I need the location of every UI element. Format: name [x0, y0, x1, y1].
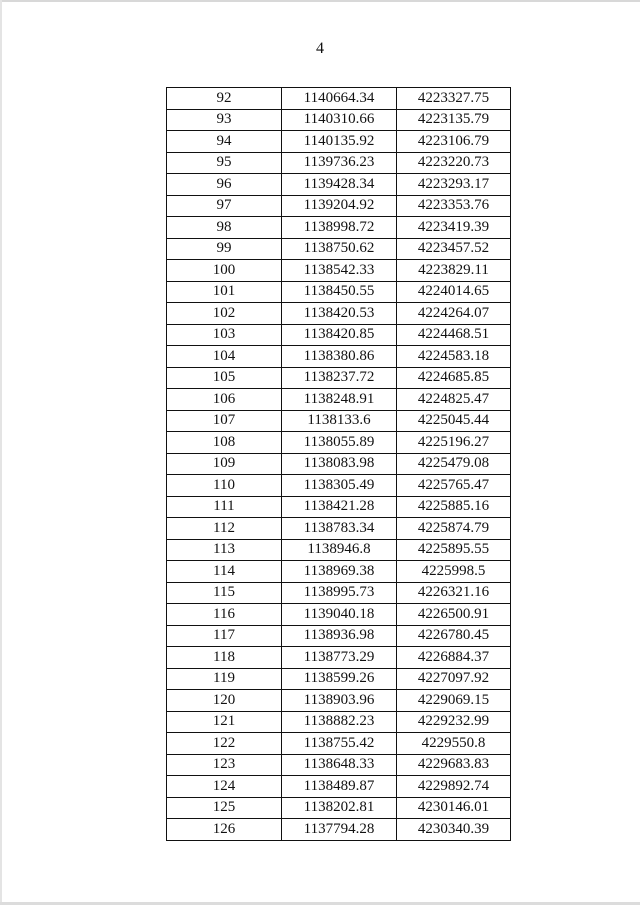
- table-row: [167, 733, 511, 755]
- point-number-cell: 121: [167, 711, 282, 733]
- point-number-cell: 94: [167, 131, 282, 153]
- point-number-cell: 92: [167, 88, 282, 110]
- table-row: [167, 324, 511, 346]
- y-coordinate-cell: 4224014.65: [397, 281, 511, 303]
- point-number-cell: 109: [167, 453, 282, 475]
- point-number-cell: 125: [167, 797, 282, 819]
- y-coordinate-cell: 4225895.55: [397, 539, 511, 561]
- y-coordinate-cell: 4224685.85: [397, 367, 511, 389]
- x-coordinate-cell: 1138903.96: [282, 690, 397, 712]
- table-row: [167, 475, 511, 497]
- y-coordinate-cell: 4224825.47: [397, 389, 511, 411]
- table-row: [167, 217, 511, 239]
- x-coordinate-cell: 1138542.33: [282, 260, 397, 282]
- y-coordinate-cell: 4229550.8: [397, 733, 511, 755]
- y-coordinate-cell: 4226884.37: [397, 647, 511, 669]
- point-number-cell: 113: [167, 539, 282, 561]
- table-row: [167, 174, 511, 196]
- y-coordinate-cell: 4225885.16: [397, 496, 511, 518]
- point-number-cell: 105: [167, 367, 282, 389]
- table-row: [167, 109, 511, 131]
- y-coordinate-cell: 4223220.73: [397, 152, 511, 174]
- point-number-cell: 95: [167, 152, 282, 174]
- table-row: [167, 88, 511, 110]
- table-row: [167, 711, 511, 733]
- x-coordinate-cell: 1138755.42: [282, 733, 397, 755]
- point-number-cell: 123: [167, 754, 282, 776]
- y-coordinate-cell: 4226780.45: [397, 625, 511, 647]
- y-coordinate-cell: 4225998.5: [397, 561, 511, 583]
- y-coordinate-cell: 4223353.76: [397, 195, 511, 217]
- x-coordinate-cell: 1139204.92: [282, 195, 397, 217]
- y-coordinate-cell: 4223106.79: [397, 131, 511, 153]
- table-row: [167, 346, 511, 368]
- table-row: [167, 281, 511, 303]
- table-row: [167, 604, 511, 626]
- point-number-cell: 124: [167, 776, 282, 798]
- x-coordinate-cell: 1138380.86: [282, 346, 397, 368]
- x-coordinate-cell: 1138969.38: [282, 561, 397, 583]
- y-coordinate-cell: 4224264.07: [397, 303, 511, 325]
- table-row: [167, 668, 511, 690]
- table-row: [167, 625, 511, 647]
- page-edge: [0, 0, 2, 905]
- table-row: [167, 819, 511, 841]
- point-number-cell: 106: [167, 389, 282, 411]
- table-row: [167, 432, 511, 454]
- x-coordinate-cell: 1138648.33: [282, 754, 397, 776]
- page-edge: [0, 0, 640, 2]
- y-coordinate-cell: 4223829.11: [397, 260, 511, 282]
- table-row: [167, 647, 511, 669]
- x-coordinate-cell: 1138305.49: [282, 475, 397, 497]
- x-coordinate-cell: 1139736.23: [282, 152, 397, 174]
- point-number-cell: 112: [167, 518, 282, 540]
- point-number-cell: 115: [167, 582, 282, 604]
- coordinates-table: [166, 87, 511, 841]
- table-row: [167, 754, 511, 776]
- table-row: [167, 367, 511, 389]
- point-number-cell: 114: [167, 561, 282, 583]
- point-number-cell: 100: [167, 260, 282, 282]
- x-coordinate-cell: 1138773.29: [282, 647, 397, 669]
- x-coordinate-cell: 1138420.53: [282, 303, 397, 325]
- y-coordinate-cell: 4225874.79: [397, 518, 511, 540]
- table-row: [167, 389, 511, 411]
- table-row: [167, 260, 511, 282]
- y-coordinate-cell: 4223419.39: [397, 217, 511, 239]
- x-coordinate-cell: 1138783.34: [282, 518, 397, 540]
- x-coordinate-cell: 1140135.92: [282, 131, 397, 153]
- x-coordinate-cell: 1138237.72: [282, 367, 397, 389]
- x-coordinate-cell: 1138202.81: [282, 797, 397, 819]
- x-coordinate-cell: 1139040.18: [282, 604, 397, 626]
- x-coordinate-cell: 1138750.62: [282, 238, 397, 260]
- point-number-cell: 102: [167, 303, 282, 325]
- table-row: [167, 561, 511, 583]
- point-number-cell: 126: [167, 819, 282, 841]
- table-row: [167, 518, 511, 540]
- table-row: [167, 238, 511, 260]
- x-coordinate-cell: 1138489.87: [282, 776, 397, 798]
- y-coordinate-cell: 4225479.08: [397, 453, 511, 475]
- x-coordinate-cell: 1137794.28: [282, 819, 397, 841]
- x-coordinate-cell: 1138248.91: [282, 389, 397, 411]
- point-number-cell: 110: [167, 475, 282, 497]
- point-number-cell: 99: [167, 238, 282, 260]
- y-coordinate-cell: 4229232.99: [397, 711, 511, 733]
- table-row: [167, 582, 511, 604]
- point-number-cell: 101: [167, 281, 282, 303]
- y-coordinate-cell: 4225765.47: [397, 475, 511, 497]
- table-row: [167, 690, 511, 712]
- point-number-cell: 97: [167, 195, 282, 217]
- table-row: [167, 496, 511, 518]
- point-number-cell: 107: [167, 410, 282, 432]
- x-coordinate-cell: 1138083.98: [282, 453, 397, 475]
- y-coordinate-cell: 4224468.51: [397, 324, 511, 346]
- point-number-cell: 119: [167, 668, 282, 690]
- point-number-cell: 103: [167, 324, 282, 346]
- x-coordinate-cell: 1140664.34: [282, 88, 397, 110]
- point-number-cell: 108: [167, 432, 282, 454]
- x-coordinate-cell: 1138995.73: [282, 582, 397, 604]
- table-row: [167, 152, 511, 174]
- x-coordinate-cell: 1138599.26: [282, 668, 397, 690]
- point-number-cell: 93: [167, 109, 282, 131]
- x-coordinate-cell: 1138882.23: [282, 711, 397, 733]
- point-number-cell: 98: [167, 217, 282, 239]
- x-coordinate-cell: 1139428.34: [282, 174, 397, 196]
- table-row: [167, 453, 511, 475]
- x-coordinate-cell: 1138421.28: [282, 496, 397, 518]
- y-coordinate-cell: 4229892.74: [397, 776, 511, 798]
- point-number-cell: 104: [167, 346, 282, 368]
- y-coordinate-cell: 4224583.18: [397, 346, 511, 368]
- y-coordinate-cell: 4226500.91: [397, 604, 511, 626]
- x-coordinate-cell: 1138133.6: [282, 410, 397, 432]
- x-coordinate-cell: 1138055.89: [282, 432, 397, 454]
- point-number-cell: 96: [167, 174, 282, 196]
- y-coordinate-cell: 4230146.01: [397, 797, 511, 819]
- table-row: [167, 131, 511, 153]
- table-row: [167, 195, 511, 217]
- y-coordinate-cell: 4223327.75: [397, 88, 511, 110]
- x-coordinate-cell: 1138420.85: [282, 324, 397, 346]
- y-coordinate-cell: 4229683.83: [397, 754, 511, 776]
- page-number: 4: [316, 40, 324, 57]
- y-coordinate-cell: 4223293.17: [397, 174, 511, 196]
- y-coordinate-cell: 4225045.44: [397, 410, 511, 432]
- y-coordinate-cell: 4223135.79: [397, 109, 511, 131]
- table-row: [167, 797, 511, 819]
- table-row: [167, 410, 511, 432]
- y-coordinate-cell: 4229069.15: [397, 690, 511, 712]
- y-coordinate-cell: 4226321.16: [397, 582, 511, 604]
- x-coordinate-cell: 1138946.8: [282, 539, 397, 561]
- y-coordinate-cell: 4227097.92: [397, 668, 511, 690]
- x-coordinate-cell: 1140310.66: [282, 109, 397, 131]
- y-coordinate-cell: 4225196.27: [397, 432, 511, 454]
- table-row: [167, 776, 511, 798]
- point-number-cell: 116: [167, 604, 282, 626]
- point-number-cell: 122: [167, 733, 282, 755]
- point-number-cell: 117: [167, 625, 282, 647]
- x-coordinate-cell: 1138936.98: [282, 625, 397, 647]
- point-number-cell: 118: [167, 647, 282, 669]
- x-coordinate-cell: 1138998.72: [282, 217, 397, 239]
- point-number-cell: 111: [167, 496, 282, 518]
- y-coordinate-cell: 4223457.52: [397, 238, 511, 260]
- point-number-cell: 120: [167, 690, 282, 712]
- table-row: [167, 303, 511, 325]
- y-coordinate-cell: 4230340.39: [397, 819, 511, 841]
- x-coordinate-cell: 1138450.55: [282, 281, 397, 303]
- coordinates-table-body: [167, 88, 511, 841]
- table-row: [167, 539, 511, 561]
